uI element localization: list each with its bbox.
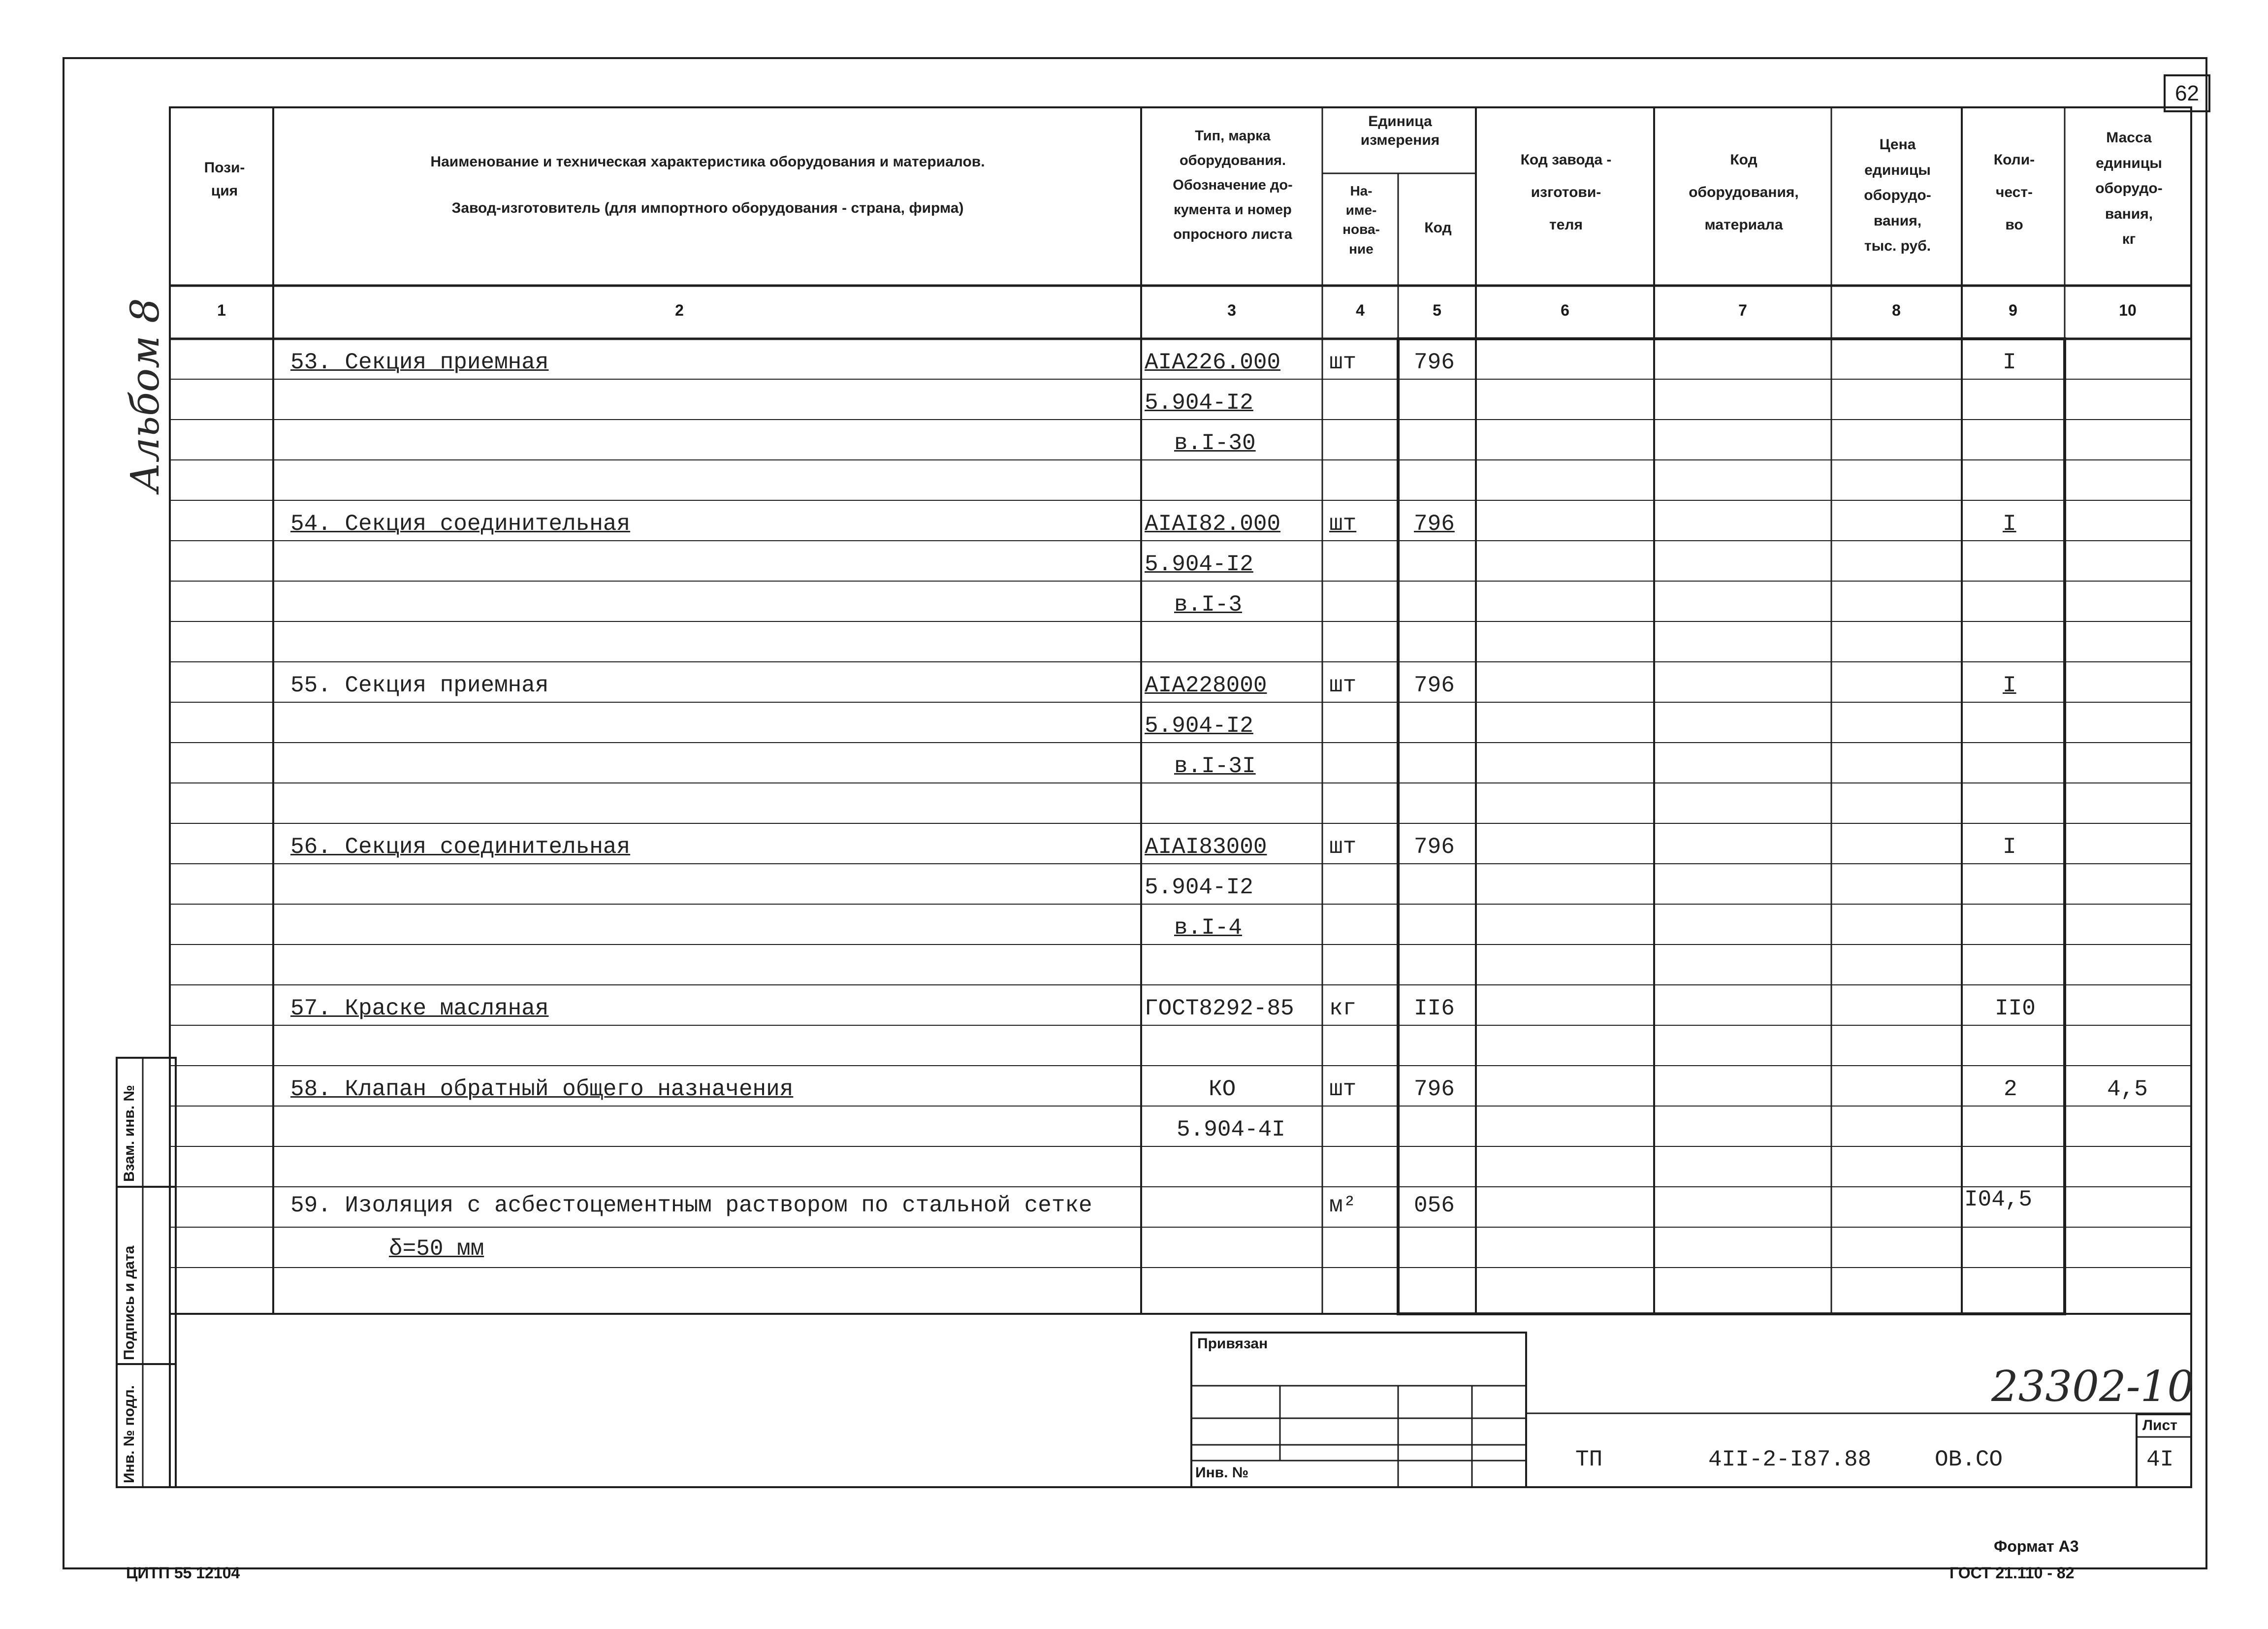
row-56-qty: I [2003,834,2016,860]
row-55-code: 796 [1414,673,1455,698]
row-59-unit: м² [1329,1193,1357,1218]
header-unit-name: На- име- нова- ние [1342,183,1380,257]
row-58-unit: шт [1329,1076,1357,1102]
row-54-type-2: 5.904-I2 [1145,552,1253,577]
row-56-code: 796 [1414,834,1455,860]
row-57-name: 57. Краске масляная [290,996,549,1021]
column-number: 7 [1738,301,1747,319]
row-59-name-line2: δ=50 мм [389,1236,484,1262]
stamp-list-number: 4I [2146,1447,2174,1472]
stamp-project: 4II-2-I87.88 [1708,1447,1872,1472]
column-number: 5 [1433,301,1441,319]
row-56-type-3: в.I-4 [1174,915,1243,941]
row-57-qty: II0 [1995,996,2036,1021]
header-type: Тип, марка оборудования. Обозначение до- кумента и номер опросного листа [1173,128,1293,242]
header-name-line1: Наименование и техническая характеристика оборудования и материалов. [430,154,985,170]
header-unit-code: Код [1424,220,1452,236]
row-57-code: II6 [1414,996,1455,1021]
row-53-code: 796 [1414,350,1455,375]
header-quantity: Коли- чест- во [1993,152,2035,233]
footer-left: ЦИТП 55 12104 [126,1564,240,1582]
column-number: 9 [2009,301,2017,319]
row-53-unit: шт [1329,350,1357,375]
row-53-qty: I [2003,350,2016,375]
header-equipment-code: Код оборудования, материала [1689,152,1799,233]
row-54-type-1: AIAI82.000 [1145,511,1281,537]
side-inv-podl: Инв. № подл. [121,1385,137,1483]
row-55-type-2: 5.904-I2 [1145,713,1253,739]
row-54-type-3: в.I-3 [1174,592,1243,618]
column-number: 2 [675,301,684,319]
row-56-unit: шт [1329,834,1357,860]
row-57-unit: кг [1329,996,1357,1021]
row-59-name: 59. Изоляция с асбестоцементным раствором по стальной сетке [290,1193,1092,1218]
row-58-type-2: 5.904-4I [1177,1117,1285,1142]
stamp-handwritten-number: 23302-10 [1991,1362,2195,1411]
header-plant-code: Код завода - изготови- теля [1520,152,1612,233]
row-56-type-2: 5.904-I2 [1145,875,1253,900]
row-58-name: 58. Клапан обратный общего назначения [290,1076,794,1102]
column-number: 10 [2119,301,2137,319]
header-unit-mass: Масса единицы оборудо- вания, кг [2095,130,2163,248]
row-55-unit: шт [1329,673,1357,698]
footer-gost: ГОСТ 21.110 - 82 [1949,1564,2075,1582]
album-label: Альбом 8 [122,298,168,492]
row-53-type-1: AIA226.000 [1145,350,1281,375]
row-58-mass: 4,5 [2107,1076,2148,1102]
header-name-line2: Завод-изготовитель (для импортного оборудования - страна, фирма) [451,200,964,216]
stamp-list-label: Лист [2142,1417,2177,1434]
row-55-name: 55. Секция приемная [290,673,549,698]
row-54-unit: шт [1329,511,1357,537]
stamp-privyazan: Привязан [1197,1336,1268,1352]
column-number: 3 [1227,301,1236,319]
row-56-name: 56. Секция соединительная [290,834,631,860]
header-position: Пози- ция [204,160,245,199]
column-number: 1 [217,301,226,319]
row-59-code: 056 [1414,1193,1455,1218]
row-53-type-3: в.I-30 [1174,430,1256,456]
row-57-type-1: ГОСТ8292-85 [1145,996,1294,1021]
column-number: 8 [1892,301,1901,319]
side-podpis-data: Подпись и дата [121,1245,137,1360]
side-vzam-inv: Взам. инв. № [121,1085,137,1182]
row-55-type-3: в.I-3I [1174,753,1256,779]
row-54-qty: I [2003,511,2016,537]
row-56-type-1: AIAI83000 [1145,834,1267,860]
row-55-type-1: AIA228000 [1145,673,1267,698]
sheet-corner-number: 62 [2164,74,2210,112]
header-unit-group: Единица измерения [1360,113,1440,148]
row-54-code: 796 [1414,511,1455,537]
row-55-qty: I [2003,673,2016,698]
stamp-inv-no: Инв. № [1195,1465,1249,1481]
row-58-qty: 2 [2004,1076,2017,1102]
header-unit-price: Цена единицы оборудо- вания, тыс. руб. [1864,136,1931,255]
footer-format: Формат А3 [1994,1537,2079,1555]
stamp-album: ОВ.СО [1935,1447,2003,1472]
row-53-type-2: 5.904-I2 [1145,390,1253,416]
column-number: 4 [1356,301,1365,319]
row-59-qty: I04,5 [1964,1187,2033,1212]
stamp-tp: ТП [1575,1447,1603,1472]
row-54-name: 54. Секция соединительная [290,511,631,537]
column-number: 6 [1561,301,1569,319]
row-58-code: 796 [1414,1076,1455,1102]
row-58-type-1: КО [1209,1076,1236,1102]
row-53-name: 53. Секция приемная [290,350,549,375]
